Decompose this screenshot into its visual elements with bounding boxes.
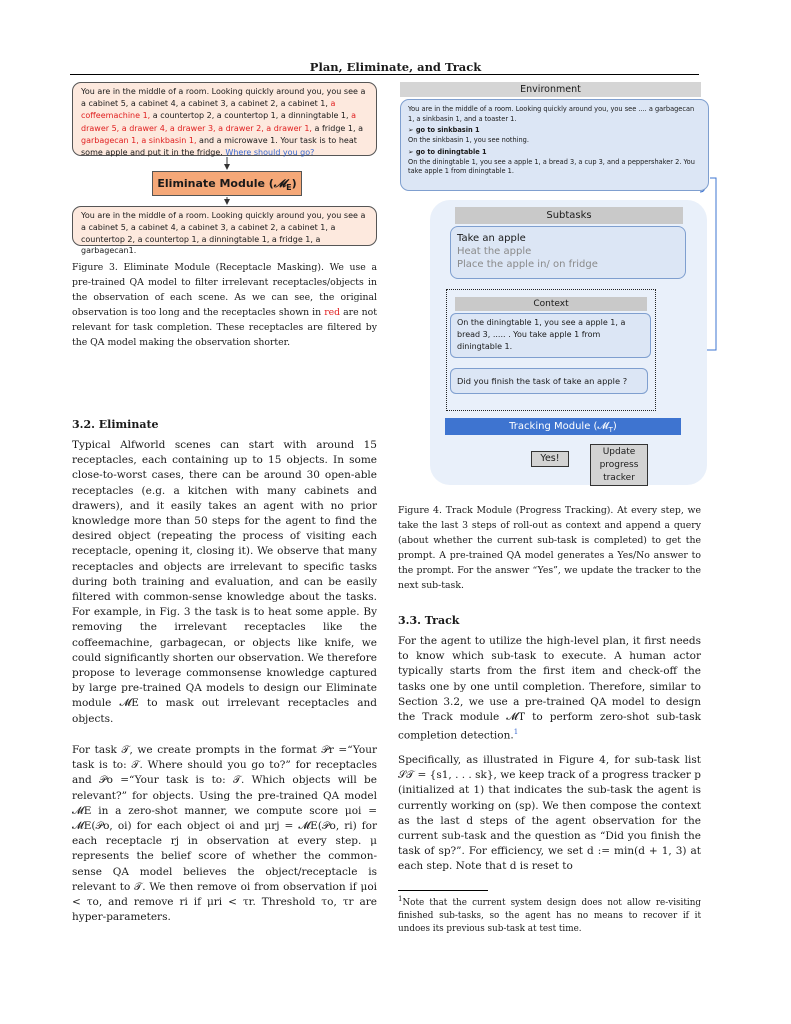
- update-line: tracker: [603, 473, 635, 483]
- footnote-marker[interactable]: 1: [513, 728, 519, 737]
- footnote-text: Note that the current system design does not allow re-visiting finished sub-tasks, so the agent has no means to recover if it undoes its previous sub-task at test time.: [398, 897, 701, 934]
- eliminate-module-block: [152, 171, 302, 196]
- tracking-module-block: [445, 418, 681, 435]
- module-close: ): [291, 177, 297, 190]
- figure3-caption: [72, 260, 377, 350]
- caption-label: Figure 4.: [398, 505, 442, 516]
- subtask-item: Take an apple: [457, 233, 526, 244]
- subtask-item: Heat the apple: [457, 246, 532, 257]
- running-header: Plan, Eliminate, and Track: [309, 60, 482, 74]
- module-symbol: 𝓜: [273, 177, 287, 190]
- yes-answer: Yes!: [531, 451, 569, 467]
- environment-title: Environment: [400, 82, 701, 97]
- filtered-observation-box: You are in the middle of a room. Looking quickly around you, you see a a cabinet 5, a cabinet 4, a cabinet 3, a cabinet 2, a cabinet 1, a countertop 2, a countertop 1, a dinningtable 1, a fridge 1, a garbagecan1.: [72, 206, 377, 246]
- track-paragraph-1-text: For the agent to utilize the high-level plan, it first needs to know which sub-task to execute. A human actor typically starts from the first item and check-off the tasks one by one until completion. Therefore, similar to Section 3.2, we use a pre-trained QA model to design the Track module 𝓜T to perform zero-shot sub-task completion detection.: [398, 635, 701, 742]
- subtask-item: Place the apple in/ on fridge: [457, 259, 598, 270]
- environment-action: ➢ go to sinkbasin 1: [408, 126, 480, 135]
- footnote: [398, 893, 701, 936]
- module-label: Eliminate Module (: [157, 177, 274, 190]
- environment-box: [400, 99, 709, 191]
- eliminate-paragraph-1: Typical Alfworld scenes can start with around 15 receptacles, each containing up to 15 objects. In some close-to-worst cases, there can be around 30 open-able receptacles (e.g. a kitchen with many cabinets and drawers), and it easily takes an agent with no prior knowledge more than 50 steps for the agent to find the desired object (repeating the process of visiting each receptacle, opening it, closing it). We observe that many receptacles and objects are irrelevant to specific tasks during both training and evaluation, and can be easily filtered with common-sense knowledge about the tasks. For example, in Fig. 3 the task is to heat some apple. By removing the irrelevant receptacles like the coffeemachine, garbagecan, or objects like knife, we could significantly shorten our observation. We therefore propose to leverage commonsense knowledge captured by large pre-trained QA models to design our Eliminate module 𝓜E to mask out irrelevant receptacles and objects.: [72, 439, 377, 725]
- caption-label: Figure 3.: [72, 262, 118, 273]
- eliminate-paragraph-2: For task 𝒯, we create prompts in the format 𝒫r =“Your task is to: 𝒯. Where should you go to?” for receptacles and 𝒫o =“Your task is to: 𝒯. Which objects will be relevant?” for objects. Using the pre-trained QA model 𝓜E in a zero-shot manner, we compute score μoi = 𝓜E(𝒫o, oi) for each object oi and μrj = 𝓜E(𝒫o, ri) for each receptacle rj in observation at every step. μ represents the belief score of whether the common-sense QA model believes the object/receptacle is relevant to 𝒯. We then remove oi from observation if μoi < τo, and remove ri if μri < τr. Threshold τo, τr are hyper-parameters.: [72, 744, 377, 924]
- irrelevant-receptacle: garbagecan 1, a sinkbasin 1,: [81, 135, 197, 145]
- track-paragraph-1: [398, 634, 701, 744]
- observation-text: a countertop 2, a countertop 1, a dinningtable 1,: [152, 111, 349, 121]
- tracking-label: Tracking Module (𝓜: [509, 421, 609, 432]
- footnote-number: 1: [398, 895, 403, 903]
- caption-text: Eliminate Module (Receptacle Masking). We use a pre-trained QA model to filter irrelevant receptacles/objects in the observation of each scene. As we can see, the original observation is too long and the receptacles shown in: [72, 262, 377, 318]
- environment-response: On the sinkbasin 1, you see nothing.: [408, 136, 529, 145]
- subtasks-title: Subtasks: [455, 207, 683, 224]
- context-title: Context: [455, 297, 647, 311]
- irrelevant-receptacle: a drawer 5, a drawer 4, a drawer 3, a drawer 2, a drawer 1,: [81, 111, 357, 133]
- caption-text: Track Module (Progress Tracking). At every step, we take the last 3 steps of roll-out as context and append a query (about whether the current sub-task is completed) to get the prompt. A pre-trained QA model generates a Yes/No answer to the prompt. For the answer “Yes”, we update the tracker to the next sub-task.: [398, 505, 701, 591]
- caption-text: are not relevant for task completion. These receptacles are filtered by the QA model making the observation shorter.: [72, 307, 377, 348]
- update-line: progress: [599, 460, 639, 470]
- question-box: Did you finish the task of take an apple ?: [450, 368, 648, 394]
- section-eliminate-title: 3.2. Eliminate: [72, 418, 159, 431]
- environment-response: On the diningtable 1, you see a apple 1, a bread 3, a cup 3, and a peppershaker 2. You take apple 1 from diningtable 1.: [408, 157, 695, 176]
- figure4-caption: [398, 503, 701, 593]
- footnote-rule: [398, 890, 488, 891]
- subtasks-list: [450, 226, 686, 279]
- tracking-subscript: T: [608, 426, 613, 434]
- observation-text: You are in the middle of a room. Looking quickly around you, you see a a cabinet 5, a cabinet 4, a cabinet 3, a cabinet 2, a cabinet 1,: [81, 87, 366, 109]
- environment-observation: You are in the middle of a room. Looking quickly around you, you see .... a garbagecan 1, a sinkbasin 1, and a toaster 1.: [408, 105, 695, 123]
- tracking-close: ): [612, 421, 617, 432]
- prompt-question: Where should you go?: [225, 148, 315, 158]
- caption-red-word: red: [324, 307, 341, 318]
- context-box: On the diningtable 1, you see a apple 1, a bread 3, ..... . You take apple 1 from diningtable 1.: [450, 313, 651, 358]
- update-tracker-block: [590, 444, 648, 486]
- irrelevant-receptacle: a coffeemachine 1,: [81, 99, 336, 121]
- update-line: Update: [602, 447, 636, 457]
- track-paragraph-2: Specifically, as illustrated in Figure 4, for sub-task list 𝒮𝒯 = {s1, . . . sk}, we keep track of a progress tracker p (initialized at 1) that indicates the sub-task the agent is currently working on (sp). We then compose the context as the last d steps of the agent observation for the current sub-task and the question as “Did you finish the task of sp?”. For efficiency, we set d := min(d + 1, 3) at each step. Note that d is reset to: [398, 754, 701, 873]
- section-track-title: 3.3. Track: [398, 614, 460, 627]
- module-subscript: E: [286, 183, 292, 193]
- observation-text: a fridge 1, a: [314, 123, 363, 133]
- observation-text: and a microwave 1. Your task is to heat some apple and put it in the fridge.: [81, 135, 357, 158]
- environment-action: ➢ go to diningtable 1: [408, 147, 487, 156]
